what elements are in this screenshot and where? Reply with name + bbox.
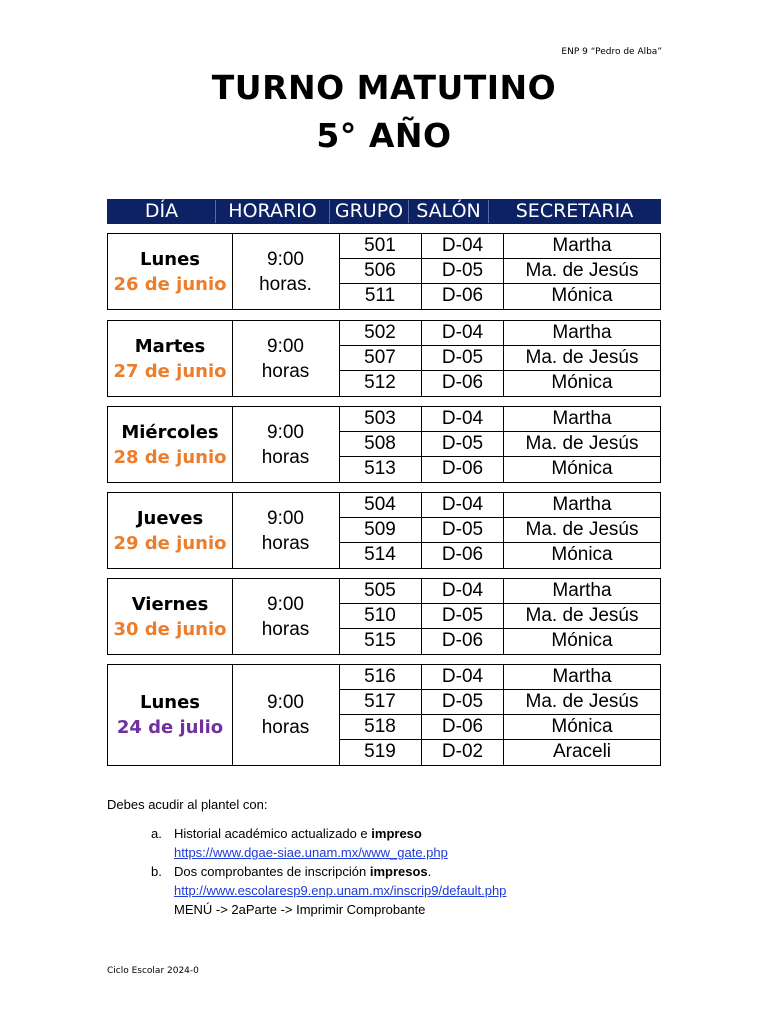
group-cell: 518 xyxy=(339,715,422,739)
schedule-block xyxy=(107,233,661,310)
hour-time: 9:00 xyxy=(267,692,304,713)
day-cell xyxy=(108,234,233,309)
table-row xyxy=(339,371,660,396)
room-cell: D-02 xyxy=(422,740,504,765)
hour-unit: horas xyxy=(261,446,310,468)
group-cell: 505 xyxy=(339,579,422,603)
room-cell: D-04 xyxy=(422,234,504,258)
day-cell xyxy=(108,665,233,765)
group-rows xyxy=(339,493,660,568)
secretary-cell: Martha xyxy=(552,666,612,687)
secretary-cell: Martha xyxy=(552,235,612,256)
secretary-cell: Ma. de Jesús xyxy=(525,347,639,368)
table-row xyxy=(339,346,660,371)
day-name: Jueves xyxy=(136,507,204,529)
item-a-text xyxy=(174,825,422,843)
header-salon: SALÓN xyxy=(409,200,489,223)
room-cell: D-05 xyxy=(422,690,504,714)
room-cell: D-06 xyxy=(422,371,504,396)
room-cell: D-06 xyxy=(422,543,504,568)
room-cell: D-04 xyxy=(422,321,504,345)
secretary-cell: Ma. de Jesús xyxy=(525,260,639,281)
hour-time: 9:00 xyxy=(267,248,304,270)
group-cell: 506 xyxy=(339,259,422,283)
item-a-link[interactable]: https://www.dgae-siae.unam.mx/www_gate.php xyxy=(174,845,448,860)
group-rows xyxy=(339,234,660,309)
secretary-cell: Martha xyxy=(552,494,612,515)
room-cell: D-04 xyxy=(422,407,504,431)
item-b-menu: MENÚ -> 2aParte -> Imprimir Comprobante xyxy=(174,902,426,917)
secretary-cell: Ma. de Jesús xyxy=(525,691,639,712)
header-horario: HORARIO xyxy=(216,200,330,223)
secretary-cell: Mónica xyxy=(551,716,613,737)
room-cell: D-05 xyxy=(422,346,504,370)
item-a-bold: impreso xyxy=(371,826,422,841)
group-cell: 501 xyxy=(339,234,422,258)
table-row xyxy=(339,234,660,259)
schedule-block xyxy=(107,406,661,483)
page-subtitle: 5° AÑO xyxy=(316,116,452,155)
secretary-cell: Mónica xyxy=(551,372,613,393)
group-cell: 504 xyxy=(339,493,422,517)
secretary-cell: Martha xyxy=(552,322,612,343)
item-b-letter: b. xyxy=(151,864,162,879)
schedule-block xyxy=(107,492,661,569)
secretary-cell: Mónica xyxy=(551,630,613,651)
group-cell: 514 xyxy=(339,543,422,568)
item-a-label: Historial académico actualizado e xyxy=(174,826,372,841)
room-cell: D-04 xyxy=(422,579,504,603)
day-date: 29 de junio xyxy=(113,532,227,554)
hour-unit: horas xyxy=(261,618,310,640)
room-cell: D-06 xyxy=(422,629,504,654)
group-cell: 511 xyxy=(339,284,422,309)
schedule-block xyxy=(107,664,661,766)
header-grupo: GRUPO xyxy=(330,200,409,223)
item-b-label: Dos comprobantes de inscripción xyxy=(174,864,370,879)
secretary-cell: Ma. de Jesús xyxy=(525,433,639,454)
hour-unit: horas xyxy=(261,360,310,382)
table-row xyxy=(339,604,660,629)
group-cell: 509 xyxy=(339,518,422,542)
schedule-block xyxy=(107,320,661,397)
room-cell: D-04 xyxy=(422,665,504,689)
table-row xyxy=(339,543,660,568)
secretary-cell: Mónica xyxy=(551,458,613,479)
table-row xyxy=(339,715,660,740)
table-row xyxy=(339,493,660,518)
secretary-cell: Martha xyxy=(552,580,612,601)
secretary-cell: Ma. de Jesús xyxy=(525,519,639,540)
day-cell xyxy=(108,407,233,482)
group-cell: 508 xyxy=(339,432,422,456)
day-name: Lunes xyxy=(139,248,201,270)
schedule-block xyxy=(107,578,661,655)
header-secretaria: SECRETARIA xyxy=(515,200,634,222)
room-cell: D-05 xyxy=(422,518,504,542)
day-date: 27 de junio xyxy=(113,360,227,382)
hour-cell xyxy=(232,493,340,568)
group-cell: 515 xyxy=(339,629,422,654)
secretary-cell: Araceli xyxy=(552,741,612,762)
table-row xyxy=(339,690,660,715)
day-cell xyxy=(108,579,233,654)
room-cell: D-06 xyxy=(422,457,504,482)
group-cell: 519 xyxy=(339,740,422,765)
group-rows xyxy=(339,579,660,654)
table-row xyxy=(339,665,660,690)
hour-cell xyxy=(232,407,340,482)
day-date: 28 de junio xyxy=(113,446,227,468)
table-row xyxy=(339,259,660,284)
secretary-cell: Martha xyxy=(552,408,612,429)
table-row xyxy=(339,457,660,482)
day-date: 30 de junio xyxy=(113,618,227,640)
header-note: ENP 9 “Pedro de Alba” xyxy=(561,47,662,57)
day-name: Viernes xyxy=(131,593,209,615)
group-cell: 503 xyxy=(339,407,422,431)
footer: Ciclo Escolar 2024-0 xyxy=(107,966,199,976)
table-row xyxy=(339,432,660,457)
secretary-cell: Ma. de Jesús xyxy=(525,605,639,626)
item-b-bold: impresos xyxy=(369,864,428,879)
day-name: Lunes xyxy=(139,692,201,713)
day-name: Miércoles xyxy=(121,421,219,443)
hour-cell xyxy=(232,234,340,309)
room-cell: D-06 xyxy=(422,715,504,739)
group-rows xyxy=(339,321,660,396)
secretary-cell: Mónica xyxy=(551,544,613,565)
group-cell: 507 xyxy=(339,346,422,370)
room-cell: D-05 xyxy=(422,432,504,456)
hour-cell xyxy=(232,579,340,654)
room-cell: D-05 xyxy=(422,259,504,283)
table-row xyxy=(339,407,660,432)
item-b-text xyxy=(174,863,431,881)
hour-unit: horas xyxy=(261,717,310,738)
hour-unit: horas. xyxy=(259,273,312,295)
hour-time: 9:00 xyxy=(267,593,304,615)
table-row xyxy=(339,284,660,309)
group-cell: 513 xyxy=(339,457,422,482)
group-cell: 512 xyxy=(339,371,422,396)
hour-time: 9:00 xyxy=(267,421,304,443)
hour-cell xyxy=(232,321,340,396)
room-cell: D-04 xyxy=(422,493,504,517)
hour-unit: horas xyxy=(261,532,310,554)
day-date: 26 de junio xyxy=(113,273,227,295)
day-cell xyxy=(108,493,233,568)
room-cell: D-05 xyxy=(422,604,504,628)
hour-time: 9:00 xyxy=(267,335,304,357)
table-header xyxy=(107,199,661,224)
group-cell: 516 xyxy=(339,665,422,689)
header-dia: DÍA xyxy=(108,200,216,223)
page-title: TURNO MATUTINO xyxy=(211,68,557,107)
item-b-end: . xyxy=(427,864,432,879)
room-cell: D-06 xyxy=(422,284,504,309)
day-date: 24 de julio xyxy=(116,717,224,738)
group-cell: 517 xyxy=(339,690,422,714)
table-row xyxy=(339,518,660,543)
item-a-letter: a. xyxy=(151,826,162,841)
group-cell: 502 xyxy=(339,321,422,345)
instructions-intro: Debes acudir al plantel con: xyxy=(107,797,268,812)
day-name: Martes xyxy=(134,335,206,357)
item-b-link[interactable]: http://www.escolaresp9.enp.unam.mx/inscrip9/default.php xyxy=(174,883,507,898)
table-row xyxy=(339,629,660,654)
table-row xyxy=(339,321,660,346)
group-rows xyxy=(339,665,660,765)
table-row xyxy=(339,579,660,604)
group-cell: 510 xyxy=(339,604,422,628)
day-cell xyxy=(108,321,233,396)
group-rows xyxy=(339,407,660,482)
table-row xyxy=(339,740,660,765)
hour-cell xyxy=(232,665,340,765)
hour-time: 9:00 xyxy=(267,507,304,529)
secretary-cell: Mónica xyxy=(551,285,613,306)
